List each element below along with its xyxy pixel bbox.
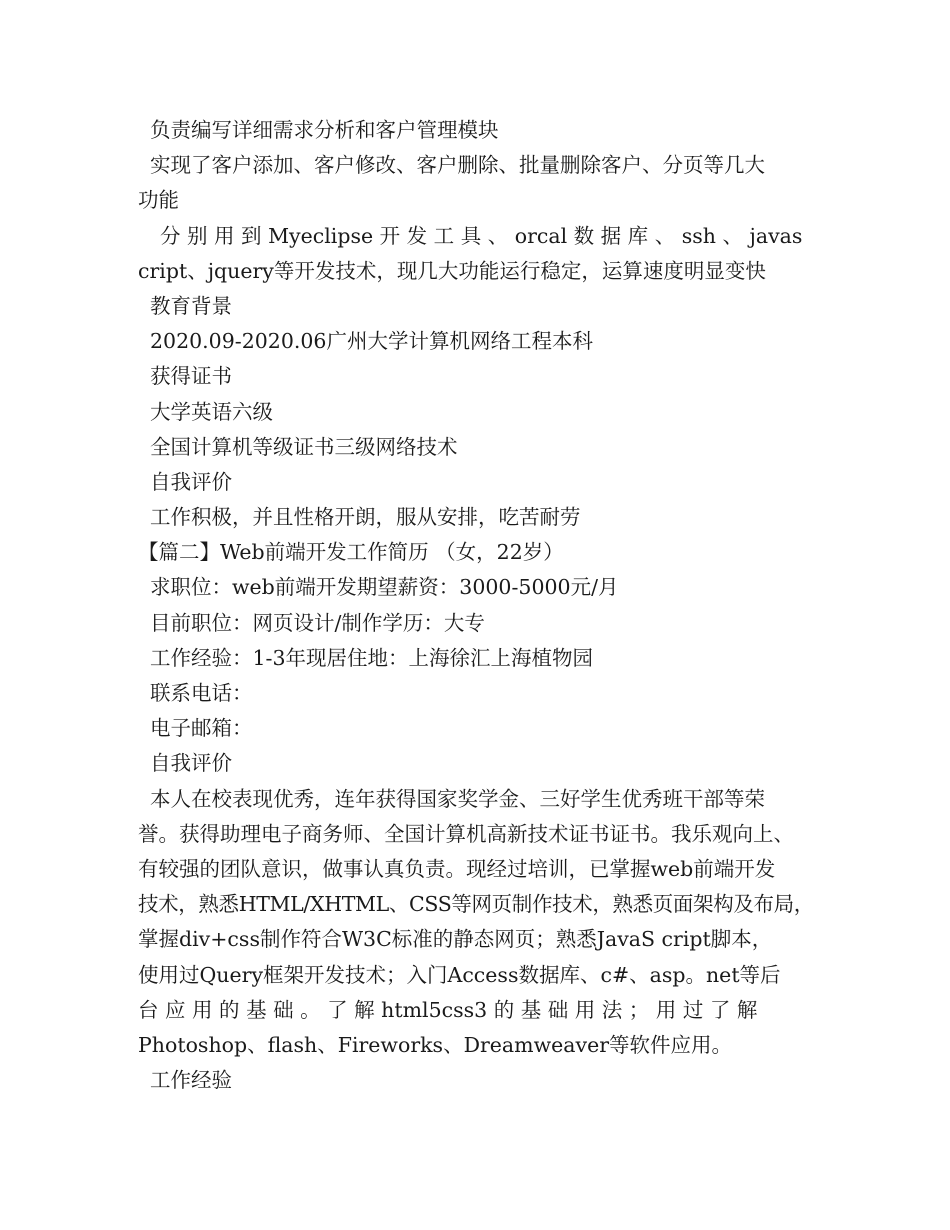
text-line: cript、jquery等开发技术，现几大功能运行稳定，运算速度明显变快 — [138, 258, 766, 283]
text-line: 掌握div+css制作符合W3C标准的静态网页；熟悉JavaS cript脚本， — [138, 927, 773, 952]
text-line: 实现了客户添加、客户修改、客户删除、批量删除客户、分页等几大 — [150, 153, 765, 178]
text-line: 功能 — [138, 188, 179, 213]
section-heading-certificates: 获得证书 — [150, 364, 232, 389]
section-heading-self-evaluation: 自我评价 — [150, 469, 232, 494]
text-line: Photoshop、flash、Fireworks、Dreamweaver等软件应用。 — [138, 1032, 733, 1057]
text-line: 有较强的团队意识，做事认真负责。现经过培训，已掌握web前端开发 — [138, 856, 776, 881]
text-line: 全国计算机等级证书三级网络技术 — [150, 434, 458, 459]
section-heading-education: 教育背景 — [150, 293, 232, 318]
text-line: 誉。获得助理电子商务师、全国计算机高新技术证书证书。我乐观向上、 — [138, 821, 794, 846]
text-line: 工作积极，并且性格开朗，服从安排，吃苦耐劳 — [150, 505, 581, 530]
text-line: 2020.09-2020.06广州大学计算机网络工程本科 — [150, 329, 593, 354]
text-line: 电子邮箱： — [150, 716, 253, 741]
text-line: 分 别 用 到 Myeclipse 开 发 工 具 、 orcal 数 据 库 、 ssh 、 javas — [160, 223, 803, 248]
text-line: 工作经验：1-3年现居住地：上海徐汇上海植物园 — [150, 645, 594, 670]
section-heading-self-evaluation: 自我评价 — [150, 751, 232, 776]
document-body — [138, 113, 814, 1098]
text-line: 求职位：web前端开发期望薪资：3000-5000元/月 — [150, 575, 619, 600]
text-line: 联系电话： — [150, 681, 253, 705]
section-heading-part-two: 【篇二】Web前端开发工作简历 （女，22岁） — [138, 540, 564, 565]
text-line: 目前职位：网页设计/制作学历：大专 — [150, 610, 485, 635]
section-heading-work-experience: 工作经验 — [150, 1068, 232, 1093]
text-line: 台 应 用 的 基 础 。 了 解 html5css3 的 基 础 用 法 ； 用 过 了 解 — [138, 997, 758, 1022]
text-line: 负责编写详细需求分析和客户管理模块 — [150, 118, 499, 142]
text-line: 大学英语六级 — [150, 399, 273, 424]
text-line: 本人在校表现优秀，连年获得国家奖学金、三好学生优秀班干部等荣 — [150, 786, 765, 811]
text-line: 技术，熟悉HTML/XHTML、CSS等网页制作技术，熟悉页面架构及布局， — [138, 892, 814, 917]
text-line: 使用过Query框架开发技术；入门Access数据库、c#、asp。net等后 — [138, 962, 781, 987]
